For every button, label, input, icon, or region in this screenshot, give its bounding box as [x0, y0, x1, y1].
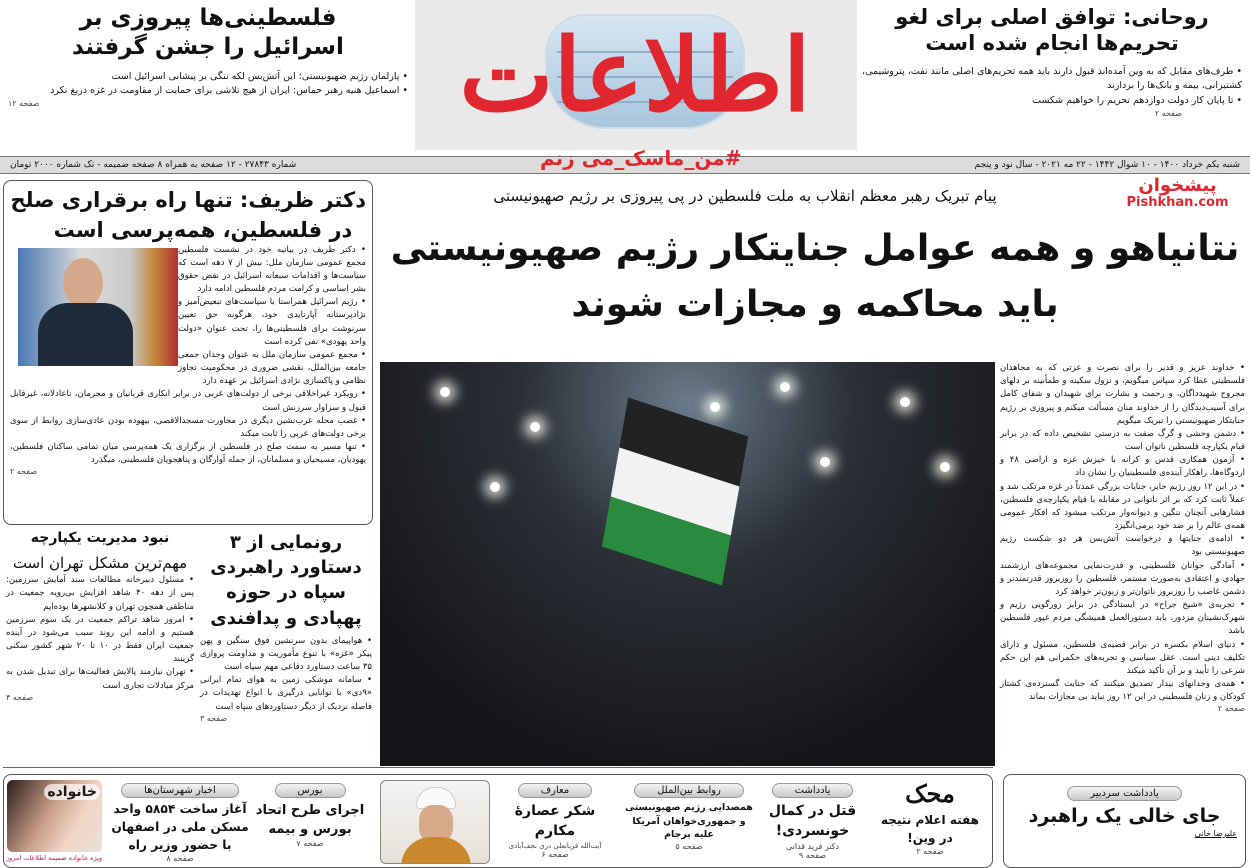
main-kicker-wrap [385, 184, 1105, 212]
top-left-story[interactable] [8, 4, 408, 152]
bottom-item-intl[interactable]: روابط بین‌الملل همصدایی رژیم صهیونیستی و جمهوری‌خواهان آمریکا علیه برجام صفحه ۵ [625, 785, 753, 852]
page-ref: صفحه ۲ [1154, 108, 1182, 118]
bottom-item-provinces[interactable]: اخبار شهرستان‌ها آغاز ساخت ۵۸۵۴ واحد مسکن ملی در اصفهان با حضور وزیر راه صفحه ۸ [111, 785, 249, 864]
newspaper-logo: اطلاعات [459, 16, 811, 134]
main-story-body[interactable]: • خداوند عزیز و قدیر را برای نصرت و عزتی که به مجاهدان فلسطینی عطا کرد سپاس میگویم، و نزول سکینه و طمأنینه بر دلهای مجروح شهیدداگان، و رحمت و بشارت برای شهیدان و شفای کامل برای آسیب‌دیدگان را از خداوند منان مسألت میکنم و پیروزی بر رژیم جنایتکار صهیونیستی را تبریک میگویم • دشمن وحشی و گرگ صفت به درستی تشخیص داده که در برابر قیام یکپارچه فلسطین ناتوان است • آزمون همکاری قدس و کرانه با خیزش غزه و اراضی ۴۸ و اردوگاه‌ها، راهکار آینده‌ی فلسطینیان را نشان داد • در این ۱۲ روز رژیم جابر، جنایات بزرگی عمدتاً در غزه مرتکب شد و عملاً ثابت کرد که بر اثر ناتوانی در مقابله با قیام یکپارچه‌ی فلسطین، فشارهایی آنچنان ننگین و دیوانه‌وار مرتکب میشود که افکار عمومی همه‌ی عالم را بر ضد خود برمی‌انگیزد • ادامه‌ی جنایتها و درخواست آتش‌بس هر دو شکست رژیم صهیونیستی بود • آمادگی جوانان فلسطینی، و قدرت‌نمایی مجموعه‌های ارزشمند جهادی و اعتقادی به‌صورت مستمر، فلسطین را روزبروز قدرتمندتر و دشمن غاصب را روزبروز ناتوان‌تر و زبون‌تر خواهد کرد • تجربه‌ی «شیخ جراح» در ایستادگی در برابر زورگویی رژیم و شهرک‌نشینان مزدور، باید دستورالعمل همیشگی مردم غیور فلسطین باشد • دنیای اسلام بکسره در برابر قضیه‌ی فلسطین، مسئول و دارای تکلیف دینی است. عقل سیاسی و تجربه‌های حکمرانی هم این حکم شرعی را تأیید و بر آن تأکید میکند • همه‌ی وجدانهای بیدار تصدیق میکنند که جنایت گسترده‌ی کشتار کودکان و زنان فلسطینی در این ۱۲ روز نباید بی مجازات بماند صفحه ۲ [1000, 363, 1245, 714]
family-photo: خانواده [7, 780, 102, 852]
hashtag: #من_ماسک_می زنم [540, 146, 742, 170]
bullet: • تا پایان کار دولت دوازدهم تحریم را خواهیم شکست [1032, 94, 1242, 106]
main-kicker: پیام تبریک رهبر معظم انقلاب به ملت فلسطین در پی پیروزی بر رژیم صهیونیستی [493, 187, 997, 205]
watermark: پیشخوان Pishkhan.com [1126, 175, 1229, 210]
sepah-story[interactable]: رونمایی از ۳ دستاورد راهبردی سپاه در حوزه پهپادی و پدافندی • هواپیمای بدون سرنشین فوق سنگین و پهن پیکر «غزه» با تنوع مأموریت و مداومت پروازی ۳۵ ساعت دستاورد دفاعی مهم سپاه است • سامانه موشکی زمین به هوای تمام ایرانی «۹دی» با توانایی درگیری با انواع تهدیدات در فاصله نزدیک از دیگر دستاوردهای سپاه است صفحه ۳ [200, 532, 372, 723]
issue-line: شماره ۲۷۸۴۳ - ۱۲ صفحه به همراه ۸ صفحه ضمیمه - تک شماره ۲۰۰۰ تومان [10, 160, 297, 170]
family-supplement[interactable]: خانواده ویژه خانواده ضمیمه اطلاعات امروز [7, 780, 102, 866]
bottom-item-maaref[interactable]: معارف شکر عصارهٔ مکارم آیت‌الله قربانعلی دری نجف‌آبادی صفحه ۶ [508, 785, 602, 859]
zarif-story[interactable]: دکتر ظریف: تنها راه برقراری صلح در فلسطین، همه‌پرسی است • دکتر ظریف در بیانیه خود در نشست فلسطین مجمع عمومی سازمان ملل: بیش از ۷ دهه است که سیاست‌ها و اقدامات سبعانه اسرائیل در نقض حقوق بشر اساسی و کرامت مردم فلسطین ادامه دارد • رژیم اسرائیل همراستا با سیاست‌های تبعیض‌آمیز و نژادپرستانه آپارتایدی خود، هرگونه حق تعیین سرنوشت برای فلسطینی‌ها را، تحت عنوان «دولت واحد یهودی» نفی کرده است • مجمع عمومی سازمان ملل به عنوان وجدان جمعی جامعه بین‌الملل، نقشی ضروری در محکومیت تجاوز نظامی و پاکسازی نژادی اسرائیل بر عهده دارد • رویکرد غیراخلاقی برخی از دولت‌های غربی در برابر انکاری قربانیان و مجرمان، ناعادلانه، غیرقابل قبول و سزاوار سرزنش است • غصب محله عرب‌نشین دیگری در مجاورت مسجدالاقصی، بیهوده بودن عادی‌سازی روابط از سوی برخی دولت‌های عربی را ثابت میکند • تنها مسیر به سمت صلح در فلسطین از برگزاری یک همه‌پرسی میان تمامی ساکنان فلسطین، یهودیان، مسیحیان و مسلمانان، از جمله آوارگان و پناهجویان فلسطینی، میگذرد صفحه ۲ [3, 180, 373, 525]
page-ref: صفحه ۱۲ [8, 98, 40, 108]
palestinian-flag [602, 398, 748, 587]
bottom-item-bourse[interactable]: بورس اجرای طرح اتحاد بورس و بیمه صفحه ۷ [255, 785, 365, 849]
bottom-item-mahak[interactable]: محک هفته اعلام نتیجه در وین! صفحه ۲ [881, 779, 979, 856]
bullet: • پارلمان رژیم صهیونیستی: این آتش‌بس لکه ننگی بر پیشانی اسرائیل است [111, 70, 408, 82]
top-right-story[interactable] [862, 4, 1242, 152]
editorial-box[interactable]: یادداشت سردبیر جای خالی یک راهبرد علیرضا خانی [1003, 774, 1246, 868]
bullet: • طرف‌های مقابل که به وین آمده‌اند قبول دارند باید همه تحریم‌های اصلی مانند نفت، پتروشیمی، کشتیرانی، بیمه و بانک‌ها را بردارند [862, 65, 1242, 92]
bullet: • اسماعیل هنیه رهبر حماس: ایران از هیچ تلاشی برای حمایت از مقاومت در غزه دریغ نکرد [50, 85, 408, 97]
bottom-item-note[interactable]: یادداشت قتل در کمال خونسردی! دکتر فرید قدانی صفحه ۹ [768, 785, 857, 860]
tehran-story[interactable]: نبود مدیریت یکپارچه مهم‌ترین مشکل تهران است • مسئول دبیرخانه مطالعات سند آمایش سرزمین: پس از دهه ۴۰ شاهد افزایش بی‌رویه جمعیت در مناطقی همچون تهران و کلانشهرها بوده‌ایم • امروز شاهد تراکم جمعیت در یک سوم سرزمین هستیم و ادامه این روند سبب می‌شود در آینده جمعیت ایران فقط در ۱۰ تا ۲۰ شهر کشور سکنی گزینند • تهران نیازمند پالایش فعالیت‌ها برای تبدیل شدن به مرکز مبادلات تجاری است صفحه ۴ [6, 530, 194, 702]
zarif-photo [18, 248, 178, 366]
column-divider [3, 767, 993, 768]
cleric-photo [380, 780, 490, 864]
date-line: شنبه یکم خرداد ۱۴۰۰ - ۱۰ شوال ۱۴۴۲ - ۲۲ مه ۲۰۲۱ - سال نود و پنجم [974, 160, 1240, 170]
headline: روحانی: توافق اصلی برای لغو تحریم‌ها انجام شده است [895, 5, 1209, 56]
main-headline[interactable]: نتانیاهو و همه عوامل جنایتکار رژیم صهیونیستی باید محاکمه و مجازات شوند [390, 226, 1240, 325]
celebration-photo [380, 362, 995, 766]
headline: فلسطینی‌ها پیروزی بر اسرائیل را جشن گرفتند [72, 5, 344, 60]
